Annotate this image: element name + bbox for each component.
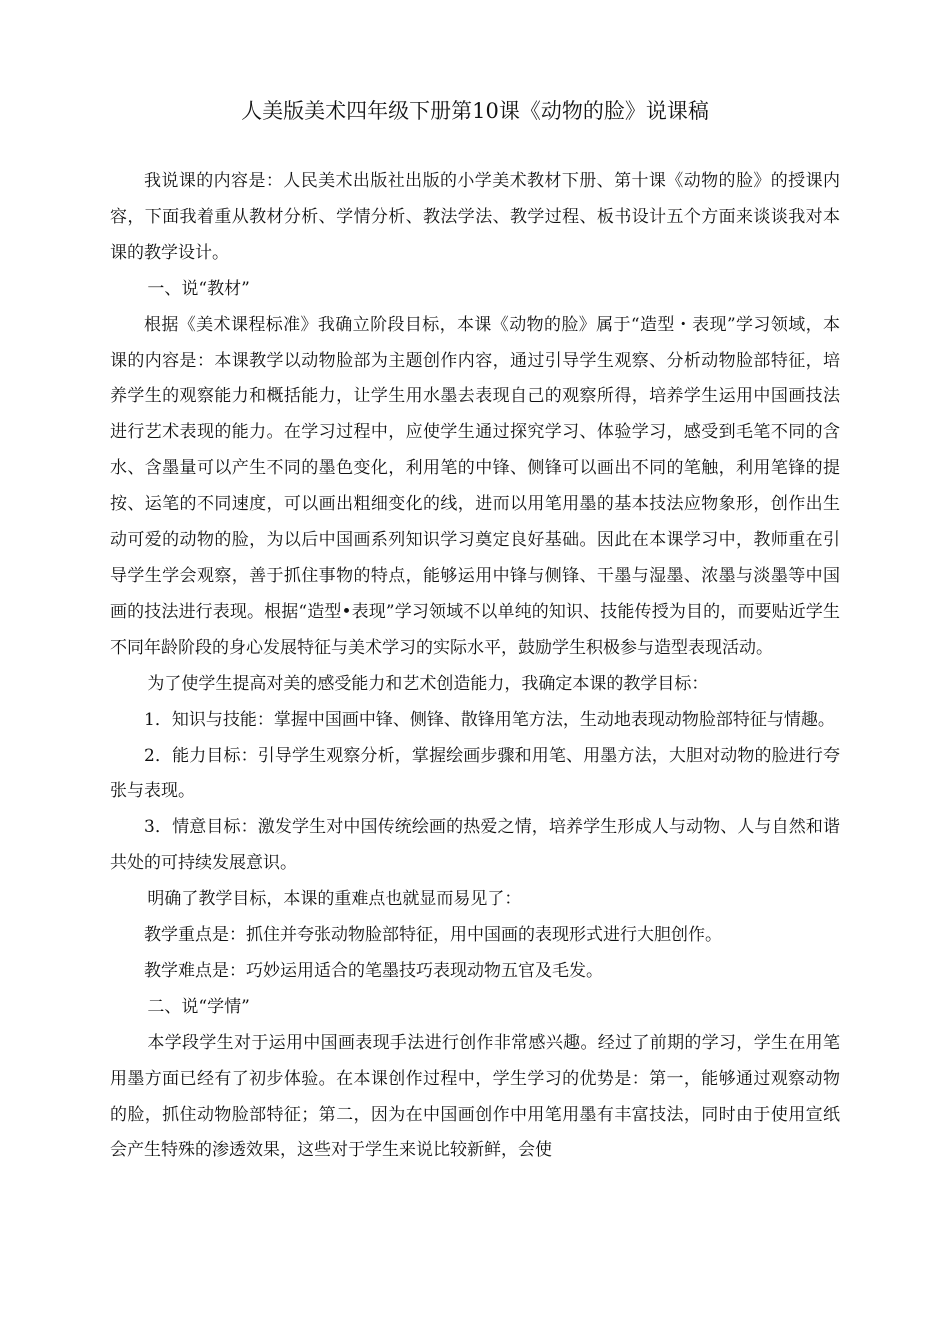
paragraph-objective-ability: 2．能力目标：引导学生观察分析，掌握绘画步骤和用笔、用墨方法，大胆对动物的脸进行夸张与表现。 xyxy=(110,745,840,802)
paragraph-objective-knowledge: 1．知识与技能：掌握中国画中锋、侧锋、散锋用笔方法，生动地表现动物脸部特征与情趣。 xyxy=(144,709,835,730)
paragraph-teaching-difficulty: 教学难点是：巧妙运用适合的笔墨技巧表现动物五官及毛发。 xyxy=(144,960,603,981)
section-heading-learners: 二、说“学情” xyxy=(147,996,250,1017)
paragraph-objectives-intro: 为了使学生提高对美的感受能力和艺术创造能力，我确定本课的教学目标： xyxy=(147,673,709,694)
paragraph-learner-analysis: 本学段学生对于运用中国画表现手法进行创作非常感兴趣。经过了前期的学习，学生在用笔用墨方面已经有了初步体验。在本课创作过程中，学生学习的优势是：第一，能够通过观察动物的脸，抓住动物脸部特征；第二，因为在中国画创作中用笔用墨有丰富技法，同时由于使用宣纸会产生特殊的渗透效果，这些对于学生来说比较新鲜，会使 xyxy=(110,1032,840,1161)
document-title: 人美版美术四年级下册第10课《动物的脸》说课稿 xyxy=(241,99,709,123)
paragraph-key-points-intro: 明确了教学目标，本课的重难点也就显而易见了： xyxy=(147,889,522,910)
document-body xyxy=(110,164,840,1169)
paragraph-objective-emotion: 3．情意目标：激发学生对中国传统绘画的热爱之情，培养学生形成人与动物、人与自然和谐共处的可持续发展意识。 xyxy=(110,817,840,874)
paragraph-textbook-analysis: 根据《美术课程标准》我确立阶段目标，本课《动物的脸》属于“造型・表现”学习领域，本课的内容是：本课教学以动物脸部为主题创作内容，通过引导学生观察、分析动物脸部特征，培养学生的观察能力和概括能力，让学生用水墨去表现自己的观察所得，培养学生运用中国画技法进行艺术表现的能力。在学习过程中，应使学生通过探究学习、体验学习，感受到毛笔不同的含水、含墨量可以产生不同的墨色变化，利用笔的中锋、侧锋可以画出不同的笔触，利用笔锋的提按、运笔的不同速度，可以画出粗细变化的线，进而以用笔用墨的基本技法应物象形，创作出生动可爱的动物的脸，为以后中国画系列知识学习奠定良好基础。因此在本课学习中，教师重在引导学生学会观察，善于抓住事物的特点，能够运用中锋与侧锋、干墨与湿墨、浓墨与淡墨等中国画的技法进行表现。根据“造型•表现”学习领域不以单纯的知识、技能传授为目的，而要贴近学生不同年龄阶段的身心发展特征与美术学习的实际水平，鼓励学生积极参与造型表现活动。 xyxy=(110,314,840,658)
section-heading-textbook: 一、说“教材” xyxy=(147,278,250,299)
paragraph-teaching-focus: 教学重点是：抓住并夸张动物脸部特征，用中国画的表现形式进行大胆创作。 xyxy=(144,925,722,946)
paragraph-intro: 我说课的内容是：人民美术出版社出版的小学美术教材下册、第十课《动物的脸》的授课内容，下面我着重从教材分析、学情分析、教法学法、教学过程、板书设计五个方面来谈谈我对本课的教学设计。 xyxy=(110,171,840,263)
